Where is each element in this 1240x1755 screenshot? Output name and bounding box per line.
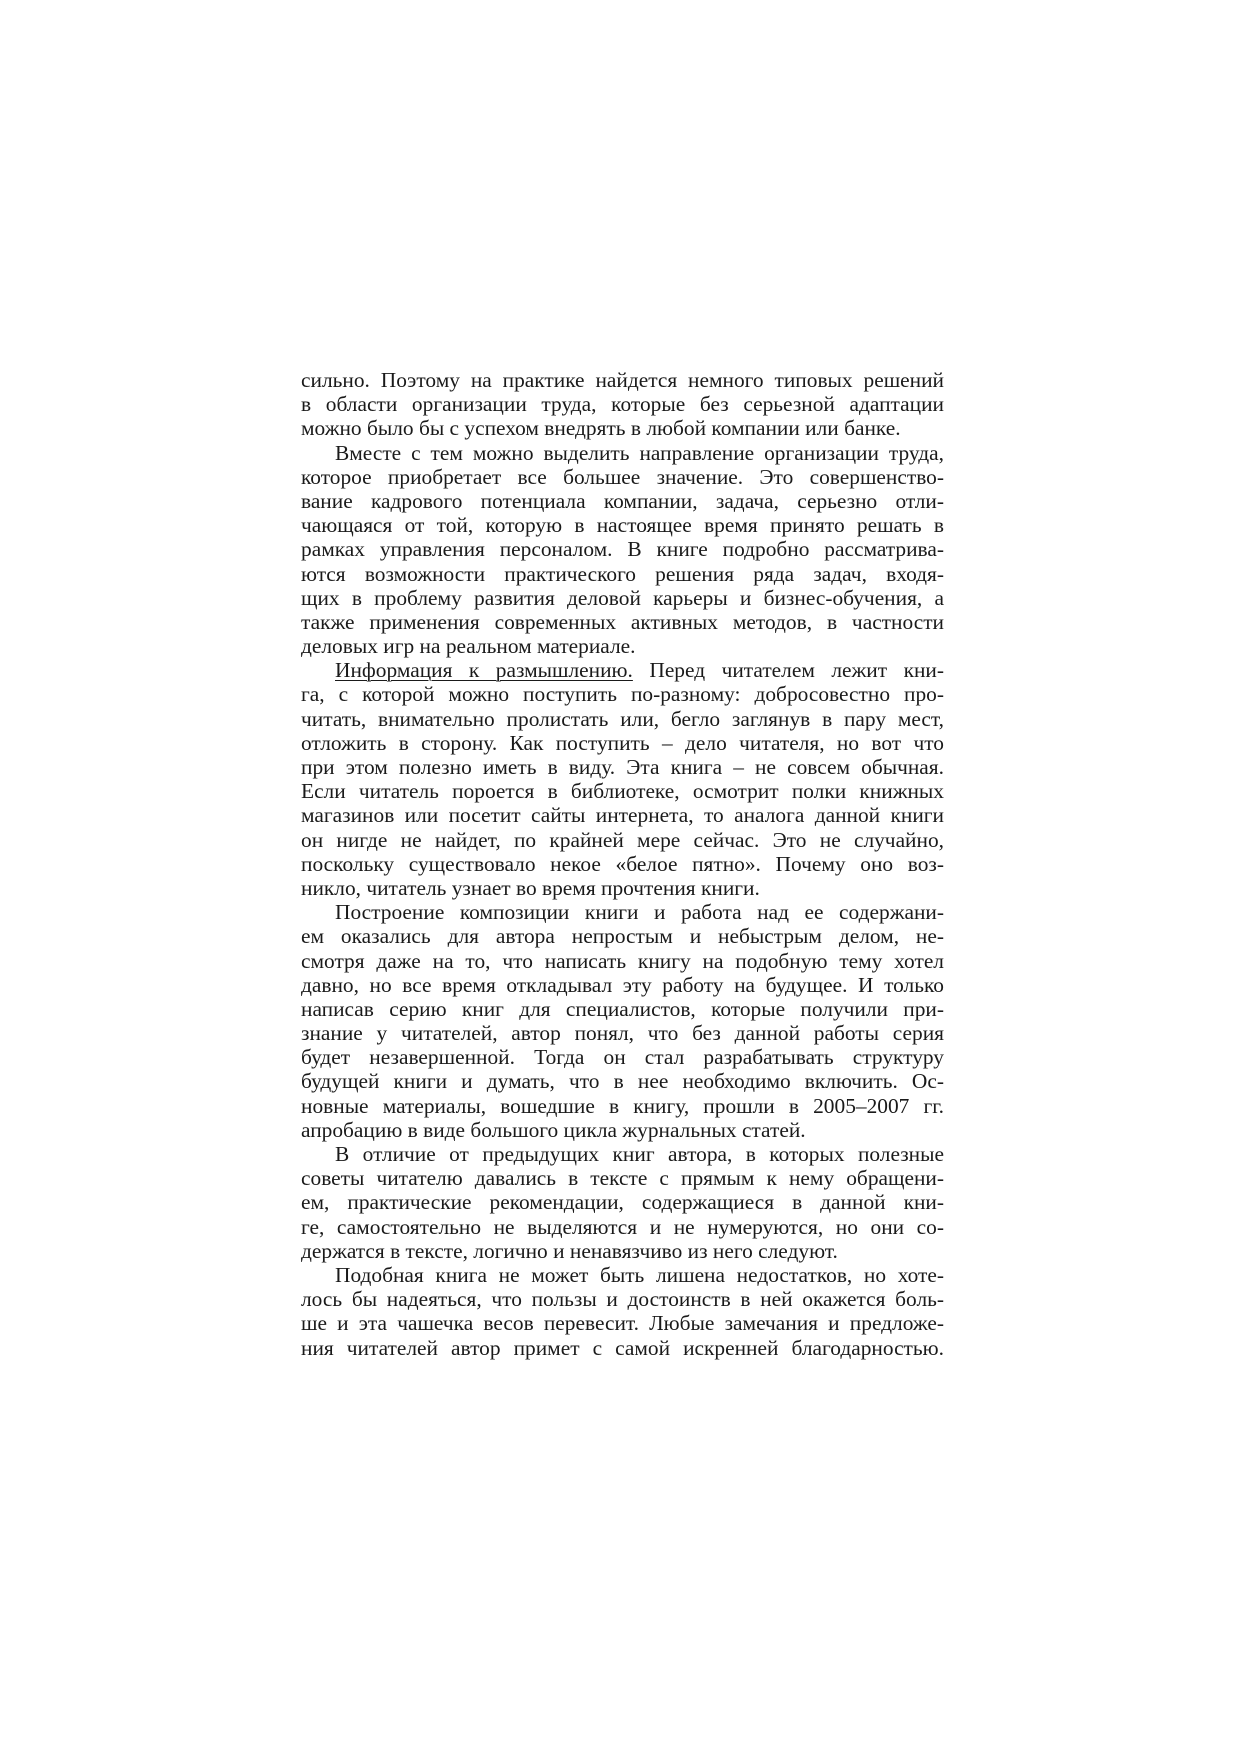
paragraph-2-line-7: щих в проблему развития деловой карьеры и бизнес-обучения, а bbox=[301, 585, 944, 610]
paragraph-1-line-1: сильно. Поэтому на практике найдется немного типовых решений bbox=[301, 368, 944, 392]
paragraph-2-line-8: также применения современных активных методов, в частности bbox=[301, 609, 944, 634]
paragraph-4-line-4: давно, но все время откладывал эту работу на будущее. И только bbox=[301, 972, 944, 997]
paragraph-3-line-10: никло, читатель узнает во время прочтения книги. bbox=[301, 875, 760, 900]
paragraph-2-line-1: Вместе с тем можно выделить направление организации труда, bbox=[335, 440, 944, 465]
paragraph-4-line-7: будет незавершенной. Тогда он стал разрабатывать структуру bbox=[301, 1045, 944, 1070]
paragraph-4-line-5: написав серию книг для специалистов, которые получили при- bbox=[301, 996, 944, 1021]
paragraph-3-line-7: магазинов или посетит сайты интернета, то аналога данной книги bbox=[301, 803, 944, 828]
paragraph-5-line-5: держатся в тексте, логично и ненавязчиво из него следуют. bbox=[301, 1238, 838, 1263]
paragraph-3-line-3: читать, внимательно пролистать или, бегло заглянув в пару мест, bbox=[301, 706, 944, 731]
paragraph-3-line-9: поскольку существовало некое «белое пятно». Почему оно воз- bbox=[301, 851, 944, 876]
paragraph-5-line-1: В отличие от предыдущих книг автора, в которых полезные bbox=[335, 1142, 944, 1166]
paragraph-4-line-3: смотря даже на то, что написать книгу на подобную тему хотел bbox=[301, 948, 944, 973]
paragraph-3-line-1 bbox=[301, 658, 944, 682]
paragraph-2-line-6: ются возможности практического решения ряда задач, входя- bbox=[301, 561, 944, 586]
paragraph-4-line-1: Построение композиции книги и работа над ее содержани- bbox=[335, 900, 944, 925]
paragraph-6-line-3: ше и эта чашечка весов перевесит. Любые замечания и предложе- bbox=[301, 1311, 944, 1336]
paragraph-2-line-3: вание кадрового потенциала компании, задача, серьезно отли- bbox=[301, 488, 944, 513]
paragraph-6-line-4: ния читателей автор примет с самой искренней благодарностью. bbox=[301, 1335, 944, 1360]
paragraph-3-line-4: отложить в сторону. Как поступить – дело читателя, но вот что bbox=[301, 730, 944, 755]
paragraph-4-line-8: будущей книги и думать, что в нее необходимо включить. Ос- bbox=[301, 1069, 944, 1094]
paragraph-3-line-8: он нигде не найдет, по крайней мере сейчас. Это не случайно, bbox=[301, 827, 944, 852]
paragraph-3-line-6: Если читатель пороется в библиотеке, осмотрит полки книжных bbox=[301, 779, 944, 804]
paragraph-5-line-4: ге, самостоятельно не выделяются и не нумеруются, но они со- bbox=[301, 1214, 944, 1239]
paragraph-3-line-1-rest: Перед читателем лежит кни- bbox=[632, 658, 944, 683]
paragraph-4-line-2: ем оказались для автора непростым и небыстрым делом, не- bbox=[301, 924, 944, 949]
paragraph-4-line-6: знание у читателей, автор понял, что без данной работы серия bbox=[301, 1021, 944, 1046]
paragraph-3-line-2: га, с которой можно поступить по-разному: добросовестно про- bbox=[301, 682, 944, 707]
paragraph-2-line-5: рамках управления персоналом. В книге подробно рассматрива- bbox=[301, 537, 944, 562]
paragraph-1-line-2: в области организации труда, которые без серьезной адаптации bbox=[301, 392, 944, 417]
paragraph-6-line-1: Подобная книга не может быть лишена недостатков, но хоте- bbox=[335, 1262, 944, 1287]
paragraph-4-line-10: апробацию в виде большого цикла журнальных статей. bbox=[301, 1117, 806, 1142]
paragraph-2-line-2: которое приобретает все большее значение. Это совершенство- bbox=[301, 464, 944, 489]
section-heading: Информация к размышлению. bbox=[335, 658, 633, 683]
paragraph-2-line-4: чающаяся от той, которую в настоящее время принято решать в bbox=[301, 513, 944, 538]
paragraph-3-line-5: при этом полезно иметь в виду. Эта книга – не совсем обычная. bbox=[301, 755, 944, 779]
paragraph-6-line-2: лось бы надеяться, что пользы и достоинств в ней окажется боль- bbox=[301, 1287, 944, 1312]
paragraph-4-line-9: новные материалы, вошедшие в книгу, прошли в 2005–2007 гг. bbox=[301, 1093, 944, 1118]
paragraph-5-line-2: советы читателю давались в тексте с прямым к нему обращени- bbox=[301, 1166, 944, 1191]
paragraph-5-line-3: ем, практические рекомендации, содержащиеся в данной кни- bbox=[301, 1190, 944, 1215]
body-text bbox=[301, 368, 944, 1360]
paragraph-2-line-9: деловых игр на реальном материале. bbox=[301, 634, 636, 659]
paragraph-1-line-3: можно было бы с успехом внедрять в любой компании или банке. bbox=[301, 416, 901, 441]
